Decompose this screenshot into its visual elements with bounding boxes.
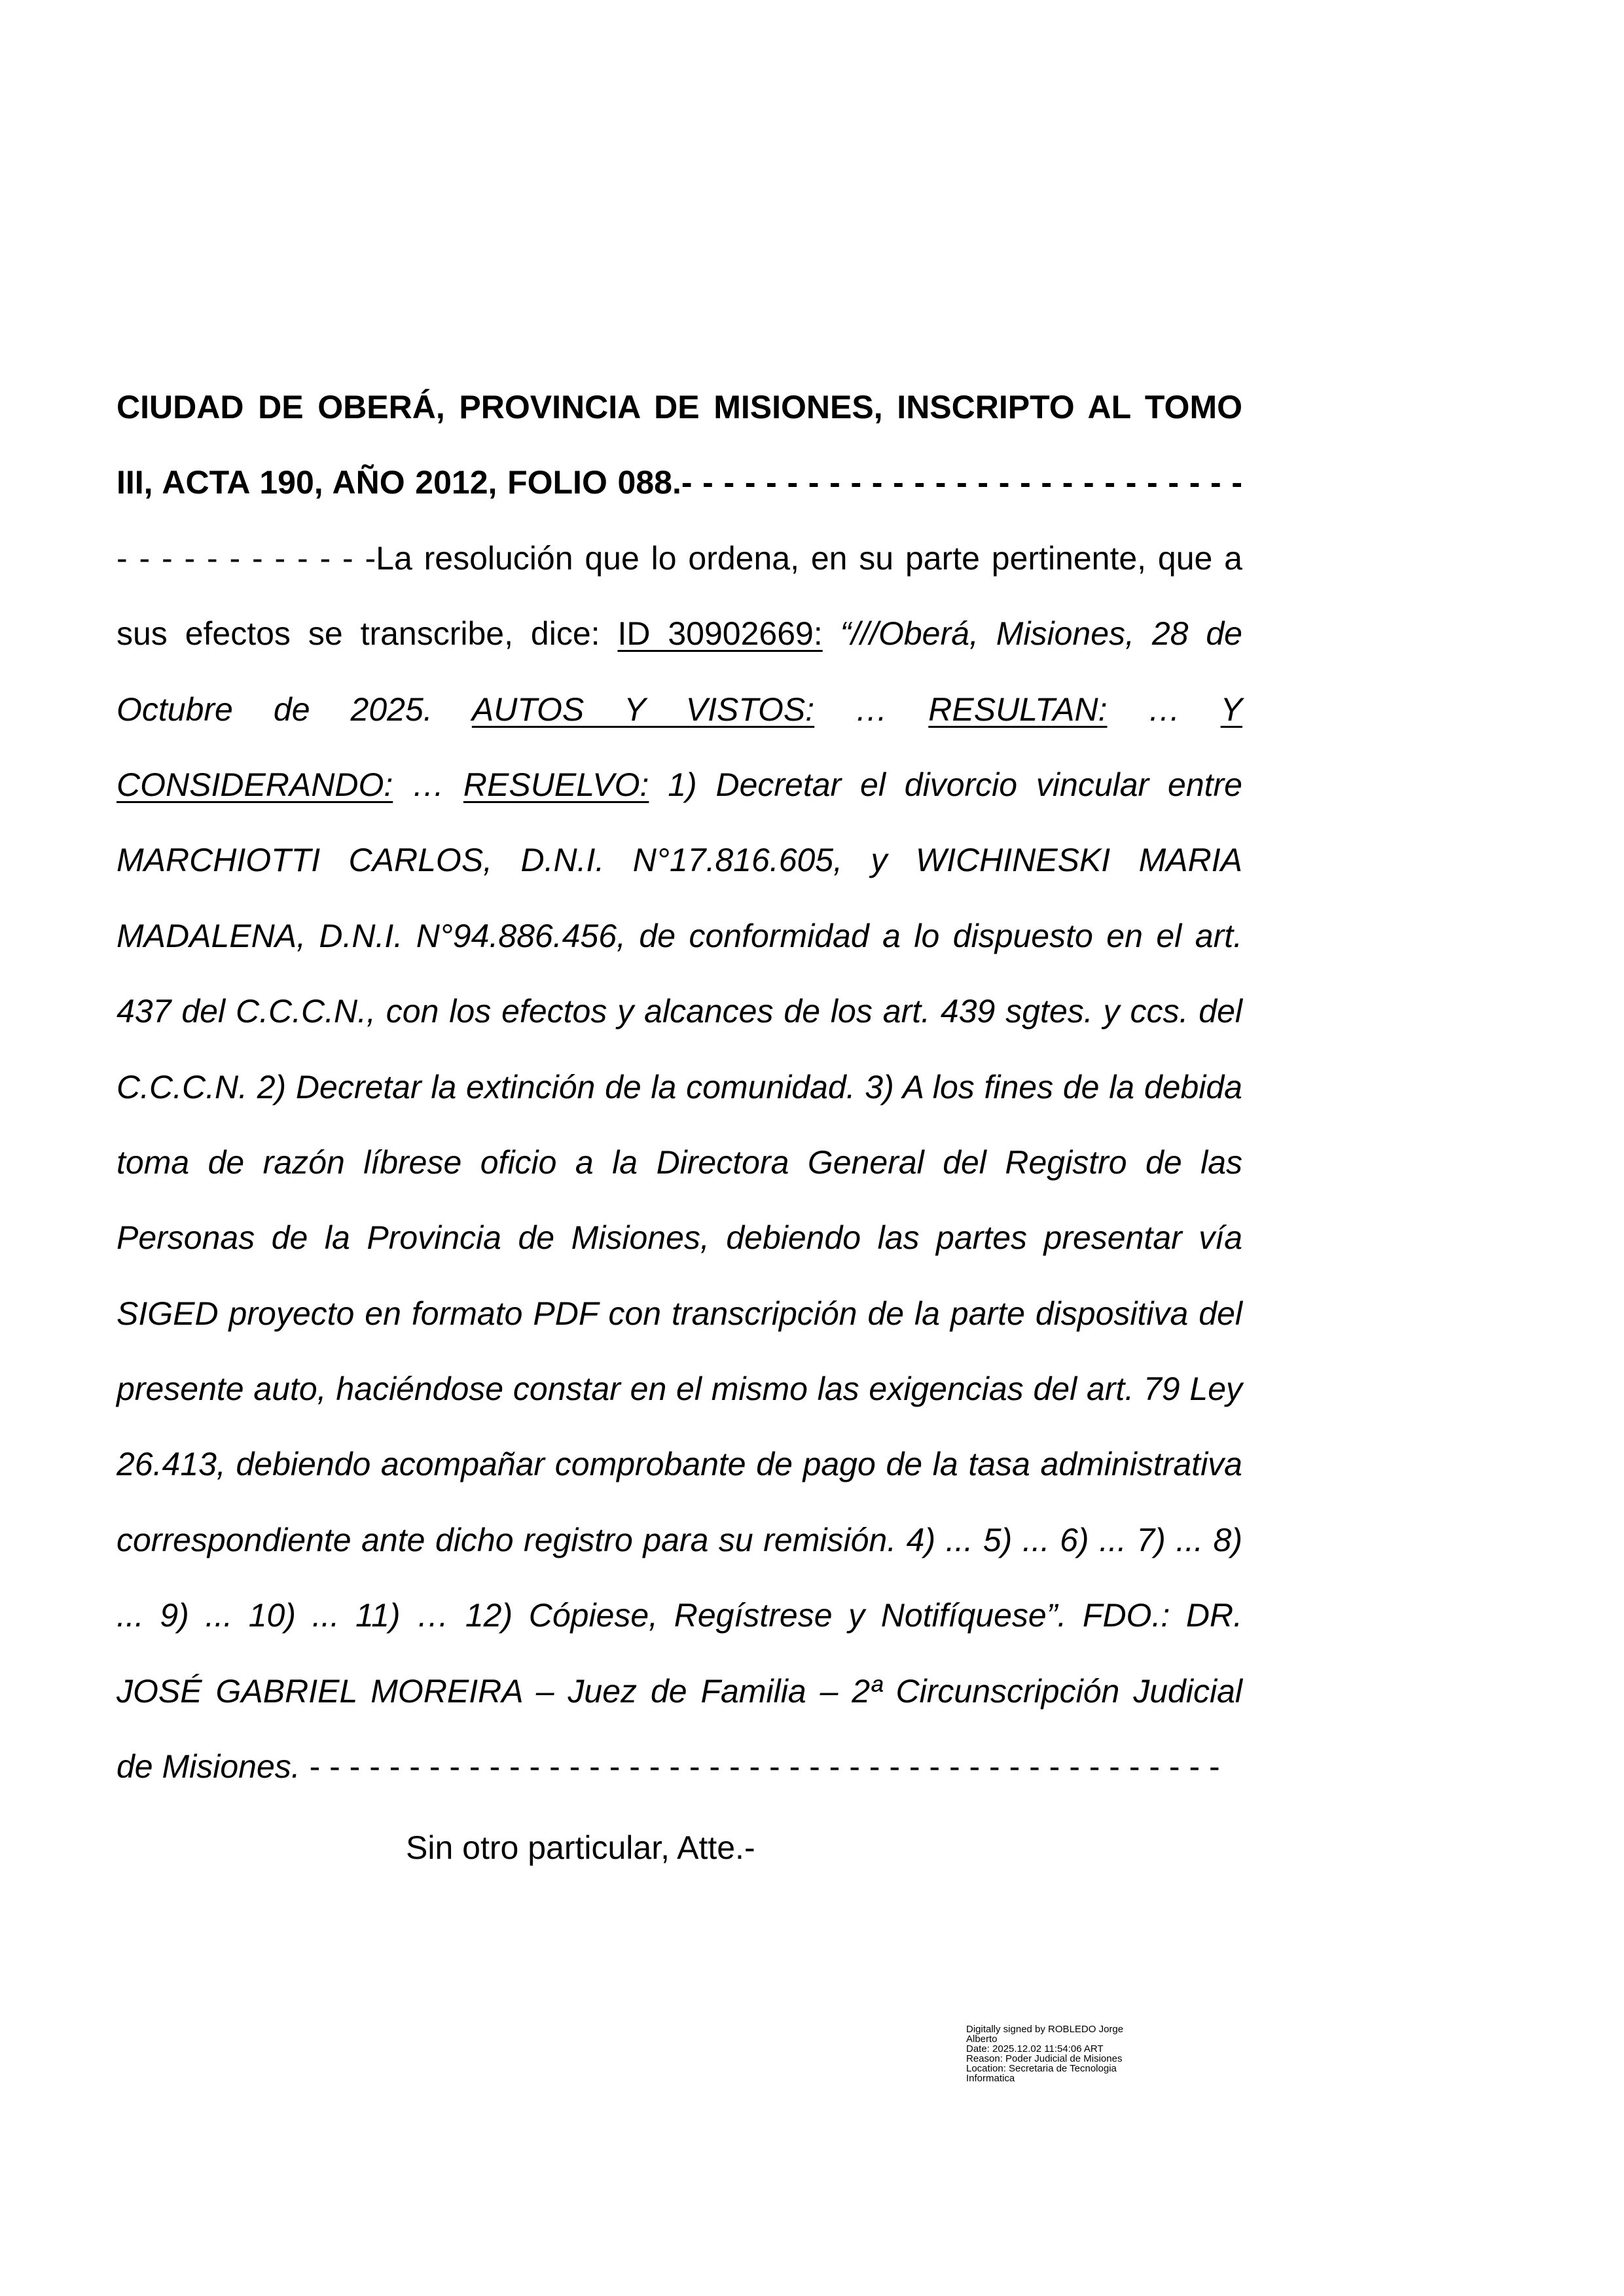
text-segment: 26.413, debiendo acompañar comprobante de pago de la tasa administrativa (117, 1446, 1242, 1483)
text-segment: 437 del C.C.C.N., con los efectos y alcances de los art. 439 sgtes. y ccs. del (117, 993, 1242, 1030)
text-segment: AUTOS Y VISTOS: (471, 691, 815, 728)
digital-signature-block (966, 2024, 1182, 2083)
text-segment: RESUELVO: (463, 766, 649, 803)
signature-line: Alberto (966, 2034, 998, 2045)
text-segment: … (1107, 691, 1221, 728)
text-segment: - - - - - - - - - - - - - - - - - - - - - - - - - - - - - - - - - - - - - - - - - - - - - - (300, 1748, 1220, 1785)
text-segment: MARCHIOTTI CARLOS, D.N.I. N°17.816.605, y WICHINESKI MARIA (117, 842, 1242, 879)
text-line (117, 1654, 1242, 1729)
text-segment: toma de razón líbrese oficio a la Directora General del Registro de las (117, 1143, 1242, 1181)
text-line (117, 1125, 1242, 1200)
text-segment: Octubre de 2025. (117, 691, 472, 728)
signature-location: Location: Secretaria de Tecnologia (966, 2063, 1117, 2074)
text-segment: correspondiente ante dicho registro para su remisión. 4) ... 5) ... 6) ... 7) ... 8) (117, 1521, 1242, 1558)
text-line (117, 672, 1242, 747)
text-segment: 1) Decretar el divorcio vincular entre (649, 766, 1242, 803)
text-line (117, 445, 1242, 520)
signature-date: Date: 2025.12.02 11:54:06 ART (966, 2043, 1104, 2054)
text-line (117, 974, 1242, 1049)
text-line (117, 521, 1242, 596)
text-line (117, 370, 1242, 445)
text-line (117, 1200, 1242, 1276)
text-segment: … (814, 691, 929, 728)
text-segment: III, ACTA 190, AÑO 2012, FOLIO 088. (117, 464, 681, 501)
text-segment: - - - - - - - - - - - -La resolución que lo ordena, en su parte pertinente, que a (117, 539, 1242, 577)
text-segment: “///Oberá, Misiones, 28 de (822, 615, 1242, 653)
text-segment: CONSIDERANDO: (117, 766, 393, 803)
document-body (117, 370, 1242, 1804)
text-segment: ID 30902669: (617, 615, 823, 653)
text-segment: MADALENA, D.N.I. N°94.886.456, de conformidad a lo dispuesto en el art. (117, 917, 1242, 954)
text-line (117, 596, 1242, 672)
text-line (117, 1050, 1242, 1125)
text-segment: SIGED proyecto en formato PDF con transcripción de la parte dispositiva del (117, 1295, 1242, 1332)
text-segment: C.C.C.N. 2) Decretar la extinción de la comunidad. 3) A los fines de la debida (117, 1068, 1242, 1105)
text-line (117, 747, 1242, 823)
signature-line: Digitally signed by ROBLEDO Jorge (966, 2024, 1124, 2035)
text-line (117, 1276, 1242, 1352)
text-segment: ... 9) ... 10) ... 11) … 12) Cópiese, Regístrese y Notifíquese”. FDO.: DR. (117, 1597, 1242, 1634)
signature-line: Informatica (966, 2073, 1015, 2084)
closing-text: Sin otro particular, Atte.- (406, 1829, 755, 1866)
signature-reason: Reason: Poder Judicial de Misiones (966, 2053, 1123, 2064)
text-segment: de Misiones. (117, 1748, 300, 1785)
text-segment: Y (1220, 691, 1242, 728)
text-segment: RESULTAN: (928, 691, 1108, 728)
text-line (117, 823, 1242, 898)
text-line (117, 1427, 1242, 1502)
text-line (117, 1503, 1242, 1578)
text-segment: sus efectos se transcribe, dice: (117, 615, 618, 653)
text-segment: Personas de la Provincia de Misiones, debiendo las partes presentar vía (117, 1219, 1242, 1257)
text-line (117, 1352, 1242, 1427)
text-line (117, 899, 1242, 974)
text-line (117, 1729, 1242, 1804)
text-segment: presente auto, haciéndose constar en el mismo las exigencias del art. 79 Ley (117, 1371, 1242, 1408)
text-segment: - - - - - - - - - - - - - - - - - - - - - - - - - - - (681, 464, 1242, 501)
text-segment: JOSÉ GABRIEL MOREIRA – Juez de Familia – 2ª Circunscripción Judicial (117, 1672, 1242, 1710)
text-segment: … (393, 766, 463, 803)
text-line (117, 1578, 1242, 1653)
text-segment: CIUDAD DE OBERÁ, PROVINCIA DE MISIONES, INSCRIPTO AL TOMO (117, 389, 1242, 425)
